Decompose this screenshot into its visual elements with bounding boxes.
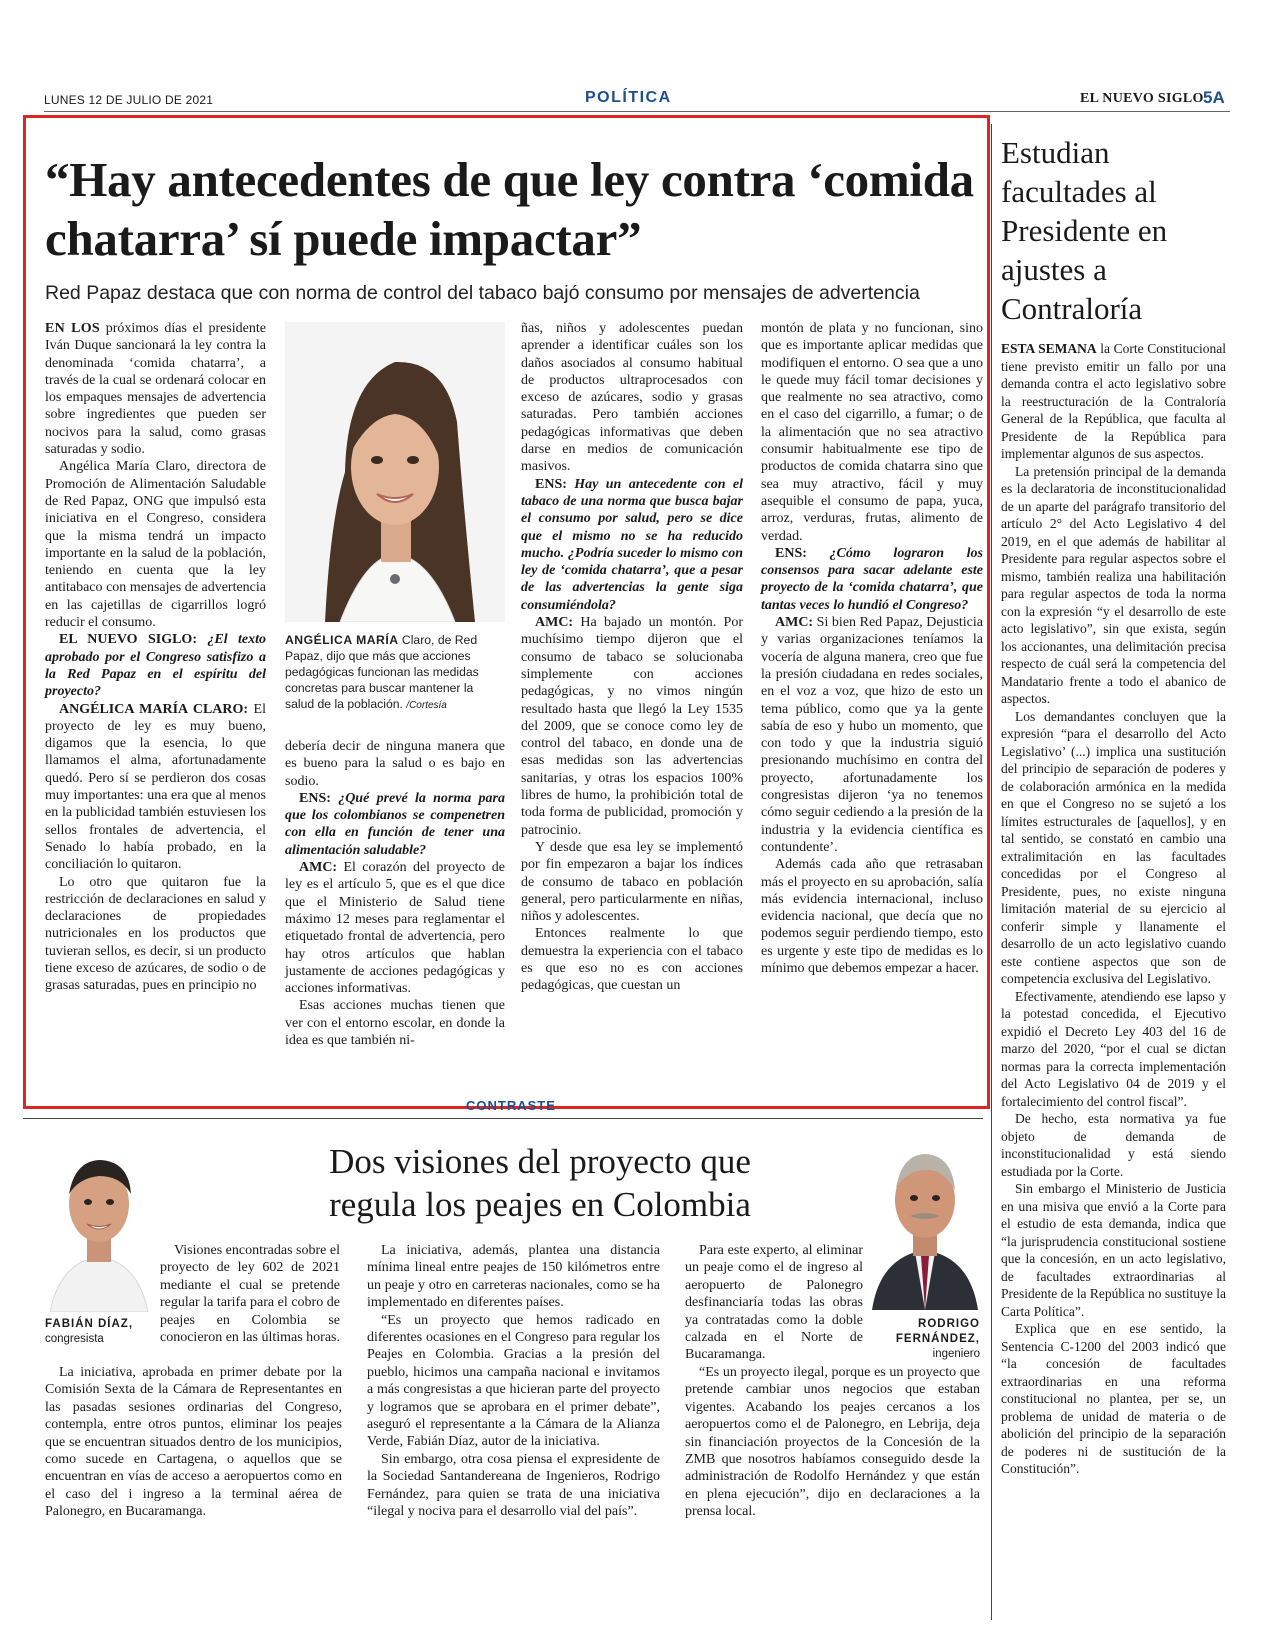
photo-credit: /Cortesía [406, 700, 447, 711]
paragraph: Angélica María Claro, directora de Promoción de Alimentación Saludable de Red Papaz, ONG que impulsó esta iniciativa en el Congreso, considera que la misma tendrá un impacto importante en la salud de la población, teniendo en cuenta que la ley antitabaco con mensajes de advertencia en las cajetillas de cigarrillos logró reducir el consumo. [45, 459, 266, 631]
paragraph: EN LOS próximos días el presidente Iván Duque sancionará la ley contra la denominada ‘comida chatarra’, a través de la cual se ordenará colocar en los empaques mensajes de advertencia sobre ingredientes que pueden ser nocivos para la salud, como grasas saturadas y sodio. [45, 321, 267, 458]
paragraph: Explica que en ese sentido, la Sentencia C-1200 del 2003 indicó que “la concesión de facultades extraordinarias en una reforma constitucional no plantea, per se, un problema de unidad de materia o de abolición del principio de la separación de poderes ni de sustitución de la Constitución”. [1001, 1321, 1226, 1476]
interview-answer: ANGÉLICA MARÍA CLARO: El proyecto de ley es muy bueno, digamos que la esencia, lo que llamamos el alma, afortunadamente quedó. Pero sí se perdieron dos cosas muy importantes: una era que al menos en la publicidad también estuviesen los sellos frontales de advertencia, el Senado lo había probado, en la conciliación lo quitaron. [45, 701, 266, 873]
contraste-label: CONTRASTE [466, 1098, 556, 1113]
main-subhead: Red Papaz destaca que con norma de control del tabaco bajó consumo por mensajes de advertencia [45, 282, 920, 304]
lower-column-1 [45, 1364, 342, 1521]
portrait-photo-rodrigo [870, 1132, 980, 1310]
page-number: 5A [1203, 88, 1225, 107]
paragraph: Además cada año que retrasaban más el proyecto en su aprobación, salía más evidencia internacional, incluso evidencia nacional, que decía que no podemos seguir perdiendo tiempo, esto es urgente y este tipo de medidas es lo mínimo que debemos empezar a hacer. [761, 857, 983, 976]
person-role: ingeniero [932, 1348, 980, 1360]
paragraph: debería decir de ninguna manera que es bueno para la salud o es bajo en sodio. [285, 739, 505, 789]
interview-answer: AMC: Ha bajado un montón. Por muchísimo tiempo dijeron que el consumo de tabaco se solucionaba simplemente con acciones pedagógicas, y no vimos ningún resultado hasta que llegó la Ley 1535 del 2009, que se conoce como ley de control del tabaco, en donde una de esas medidas son las advertencias sanitarias, y otras los espacios 100% libres de humo, la prohibición total de toda forma de publicidad, promoción y patrocinio. [521, 615, 743, 838]
paragraph: De hecho, esta normativa ya fue objeto de demanda de inconstitucionalidad y está siendo estudiada por la Corte. [1001, 1111, 1226, 1179]
person-name: FABIÁN DÍAZ, [45, 1318, 134, 1330]
paragraph: Efectivamente, atendiendo ese lapso y la potestad concedida, el Ejecutivo expidió el Decreto Ley 403 del 16 de marzo del 2020, “por el cual se dictan normas para la correcta implementación del Acto Legislativo 04 de 2019 y el fortalecimiento del control fiscal”. [1001, 988, 1226, 1109]
newspaper-name: EL NUEVO SIGLO [1080, 91, 1204, 106]
paragraph: ñas, niños y adolescentes puedan aprender a identificar cuáles son los daños asociados al consumo habitual de productos ultraprocesados con exceso de azúcares, sodio y grasas saturadas. Pero también acciones pedagógicas informativas que deben darse en medios de comunicación masivos. [521, 321, 743, 475]
portrait-photo-fabian [45, 1132, 153, 1312]
paragraph: ESTA SEMANA la Corte Constitucional tiene previsto emitir un fallo por una demanda contra el acto legislativo sobre la reestructuración de la Contraloría General de la República, que faculta al Presidente de la República para implementar algunos de sus aspectos. [1001, 341, 1227, 461]
paragraph: “Es un proyecto que hemos radicado en diferentes ocasiones en el Congreso para regular los Peajes en Colombia. Gracias a la presión del pueblo, hicimos una campaña nacional e invitamos a más congresistas a que hicieran parte del proyecto y logramos que se aprobara en el primer debate”, aseguró el representante a la Cámara de la Alianza Verde, Fabián Díaz, autor de la iniciativa. [367, 1312, 660, 1450]
person-name: RODRIGO FERNÁNDEZ, [895, 1318, 980, 1345]
paragraph: Sin embargo el Ministerio de Justicia en una misiva que envió a la Corte para el estudio de esta demanda, indica que “la jurisprudencia constitucional sostiene que la concesión, en un acto legislativo, de facultades extraordinarias al Presidente de la República no sustituye la Carta Política”. [1001, 1181, 1226, 1319]
photo-caption-rodrigo [870, 1317, 980, 1362]
sidebar-article [1001, 340, 1226, 1478]
lower-column-3 [685, 1364, 980, 1521]
interview-question: ENS: ¿Qué prevé la norma para que los colombianos se compenetren con ella en función de tener una alimentación saludable? [285, 790, 505, 858]
interview-answer: AMC: Si bien Red Papaz, Dejusticia y varias organizaciones teníamos la vocería de alguna manera, creo que fue la presión ciudadana en redes sociales, en el voz a voz, que hizo de esto un tema público, como que ya la gente sabía de eso y hubo un momento, que con todo y que la industria siguió presionando muchísimo en contra del proyecto, afortunadamente los congresistas dijeron ‘ya no tenemos cómo seguir cediendo a la presión de la industria y la evidencia científica es contundente’. [761, 615, 983, 855]
paragraph: Los demandantes concluyen que la expresión “para el desarrollo del Acto Legislativo’ (...) implica una sustitución del principio de separación de poderes y de colaboración armónica en la medida en que el Congreso no se sujetó a los límites estructurales de [aquellos], y en tal sentido, se constató en cambio una extralimitación en las facultades concedidas por el Congreso al Presidente, pues, no existe ninguna limitación material de su ejercicio al conferir simple y llanamente el desarrollo de un acto legislativo cuando este contiene aspectos que son de competencia exclusiva del Legislativo. [1001, 708, 1226, 986]
photo-caption-fabian [45, 1317, 155, 1347]
interview-question: ENS: ¿Cómo lograron los consensos para sacar adelante este proyecto de la ‘comida chatarra’, que tantas veces lo hundió el Congreso? [761, 545, 983, 613]
lower-headline: Dos visiones del proyecto que regula los peajes en Colombia [329, 1142, 751, 1224]
lower-column-1-top [160, 1242, 340, 1346]
paragraph: La iniciativa, aprobada en primer debate por la Comisión Sexta de la Cámara de Representantes en las pasadas sesiones ordinarias del Congreso, contempla, entre otros puntos, eliminar los peajes que se encuentran situados dentro de los municipios, como sucede en Cartagena, o aquellos que se encuentran en vías de acceso a aeropuertos como en el caso del i ingreso a la terminal aérea de Palonegro, en Bucaramanga. [45, 1365, 342, 1520]
header-divider [44, 111, 1230, 112]
paragraph: Visiones encontradas sobre el proyecto de ley 602 de 2021 mediante el cual se pretende regular la tarifa para el cobro de peajes en Colombia se conocieron en las últimas horas. [160, 1243, 341, 1346]
paragraph: Entonces realmente lo que demuestra la experiencia con el tabaco es que eso no es con acciones pedagógicas, que cuestan un [521, 926, 743, 994]
highlight-box [23, 115, 990, 1109]
interview-answer: AMC: El corazón del proyecto de ley es el artículo 5, que es el que dice que el Ministerio de Salud tiene máximo 12 meses para reglamentar el etiquetado frontal de advertencia, pero hay otros artículos que hablan justamente de acciones pedagógicas y acciones informativas. [285, 860, 505, 997]
paragraph: La iniciativa, además, plantea una distancia mínima lineal entre peajes de 150 kilómetros entre un peaje y otro en carreteras nacionales, como se ha implementado en diferentes países. [367, 1243, 660, 1311]
paragraph: Sin embargo, otra cosa piensa el expresidente de la Sociedad Santandereana de Ingenieros, Rodrigo Fernández, para quien se trata de una iniciativa “ilegal y nociva para el desarrollo vial del país”. [367, 1451, 660, 1520]
paragraph: “Es un proyecto ilegal, porque es un proyecto que pretende cambiar unos negocios que estaban vigentes. Acabando los peajes cercanos a los aeropuertos como el de Palonegro, en Lebrija, deja sin financiación proyectos de la Concesión de la ZMB que nosotros habíamos conseguido desde la administración de Rodolfo Hernández y que están en plena ejecución”, dijo en declaraciones a la prensa local. [685, 1365, 980, 1520]
person-role: congresista [45, 1333, 104, 1345]
interview-question: EL NUEVO SIGLO: ¿El texto aprobado por el Congreso satisfizo a la Red Papaz en el espíritu del proyecto? [45, 632, 266, 700]
sidebar-headline: Estudian facultades al Presidente en ajustes a Contraloría [1001, 135, 1168, 326]
paragraph: Lo otro que quitaron fue la restricción de declaraciones en salud y declaraciones de propiedades nutricionales en los productos que tuvieran sellos, es decir, si un producto tiene exceso de azúcares, de sodio o de grasas saturadas, pues en principio no [45, 874, 266, 994]
photo-caption: ANGÉLICA MARÍA Claro, de Red Papaz, dijo que más que acciones pedagógicas funcionan las medidas concretas para buscar mantener la salud de la población. /Cortesía [285, 633, 479, 711]
main-headline: “Hay antecedentes de que ley contra ‘comida chatarra’ sí puede impactar” [45, 152, 974, 266]
paragraph: La pretensión principal de la demanda es la declaratoria de inconstitucionalidad de un aparte del parágrafo transitorio del artículo 2° del Acto Legislativo 4 del 2019, en el que además de habilitar al Presidente para regular aspectos sobre el mismo, también realiza una habilitación para regular aspectos de toda la norma con la expresión “y el desarrollo de este acto legislativo”, sin que exista, según los accionantes, una delimitación precisa respecto de cuál será la competencia del Mandatario frente a todo el abanico de aspectos. [1001, 463, 1226, 706]
lower-column-3-top [685, 1242, 863, 1364]
issue-date: LUNES 12 DE JULIO DE 2021 [44, 93, 214, 107]
interview-question: ENS: Hay un antecedente con el tabaco de una norma que busca bajar el consumo por salud, pero se dice que el mismo no se ha reducido mucho. ¿Podría suceder lo mismo con ley de ‘comida chatarra’, que a pesar de las advertencias la gente siga consumiéndola? [521, 476, 743, 613]
paragraph: montón de plata y no funcionan, sino que es importante aplicar medidas que modifiquen el entorno. O sea que a uno le quede muy fácil tomar decisiones y que realmente no sea atractivo, como en el caso del cigarrillo, a fumar; o de la alimentación que no sea atractivo consumir habitualmente ese tipo de productos de comida chatarra sino que sea muy atractivo, fácil y muy asequible el consumo de papa, yuca, arroz, verduras, frutas, alimento de verdad. [761, 321, 983, 544]
paragraph: Y desde que esa ley se implementó por fin empezaron a bajar los índices de consumo de tabaco en población general, pero particularmente en niñas, niños y adolescentes. [521, 839, 743, 925]
paragraph: Para este experto, al eliminar un peaje como el de ingreso al aeropuerto de Palonegro desfinanciaría todas las obras ya contratadas como la doble calzada en el Norte de Bucaramanga. [685, 1243, 863, 1363]
sidebar-divider [991, 124, 992, 1620]
paragraph: Esas acciones muchas tienen que ver con el entorno escolar, en donde la idea es que también ni- [285, 998, 505, 1049]
section-divider [23, 1118, 983, 1119]
section-title: POLÍTICA [585, 89, 672, 106]
lower-column-2 [367, 1242, 660, 1521]
